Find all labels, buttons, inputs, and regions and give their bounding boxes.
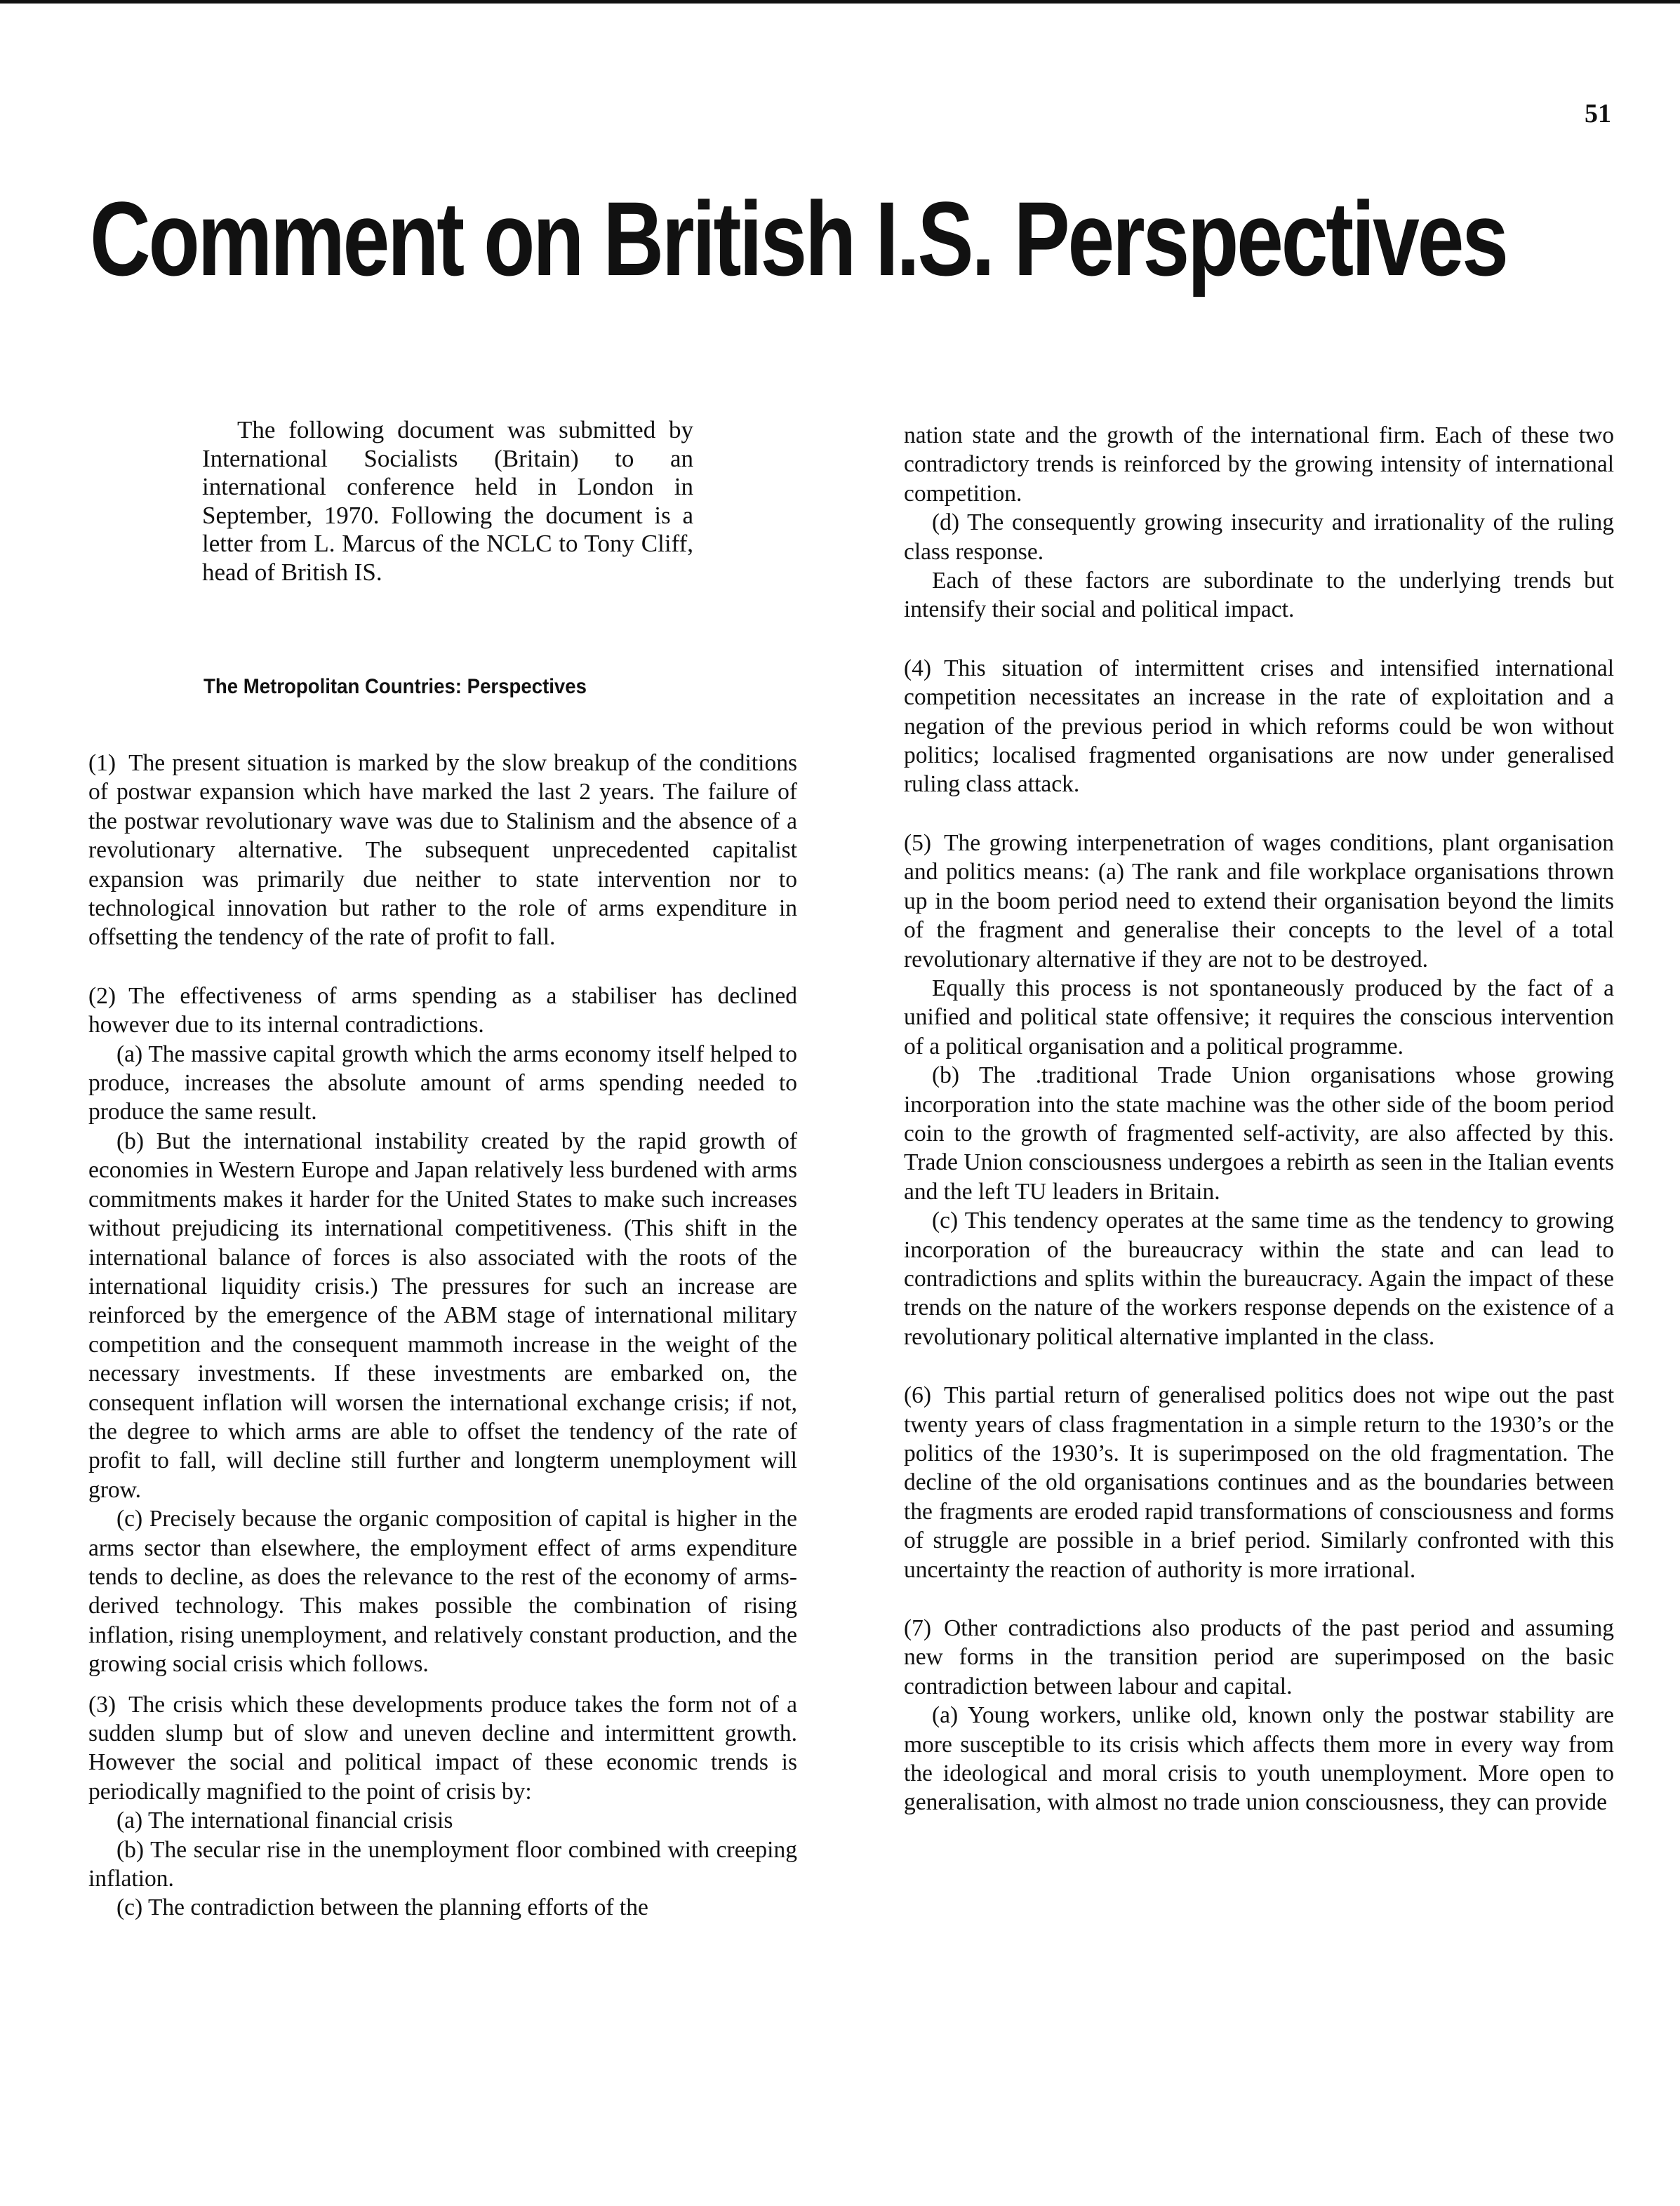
paragraph-number: (5) [904, 829, 932, 856]
paragraph-text: The effectiveness of arms spending as a stabiliser has declined however due to its internal contradictions. [88, 982, 797, 1038]
paragraph-3 [88, 1690, 797, 1807]
page-number: 51 [1585, 99, 1611, 128]
paragraph-text: The crisis which these developments produce takes the form not of a sudden slump but of slow and uneven decline and intermittent growth. However the social and political impact of these economic trends is periodically magnified to the point of crisis by: [88, 1691, 797, 1805]
paragraph-number: (2) [88, 982, 116, 1009]
paragraph-3c-continued: nation state and the growth of the international firm. Each of these two contradictory trends is reinforced by the growing intensity of international competition. [904, 422, 1614, 507]
paragraph-number: (4) [904, 655, 932, 681]
paragraph-2c: (c) Precisely because the organic composition of capital is higher in the arms sector than elsewhere, the employment effect of arms expenditure tends to decline, as does the relevance to the rest of the economy of arms-derived technology. This makes possible the combination of rising inflation, rising unemployment, and relatively constant production, and the growing social crisis which follows. [88, 1506, 797, 1678]
paragraph-text: The growing interpenetration of wages conditions, plant organisation and politics means: (a) The rank and file workplace organisations thrown up in the boom period need to extend their organisation beyond the limits of the fragment and generalise their concepts to the level of a total revolutionary alternative if they are not to be destroyed. [904, 829, 1614, 972]
article-title: Comment on British I.S. Perspectives [90, 180, 1507, 298]
paragraph-2a: (a) The massive capital growth which the arms economy itself helped to produce, increases the absolute amount of arms spending needed to produce the same result. [88, 1041, 797, 1125]
paragraph-3c-start: (c) The contradiction between the planning efforts of the [116, 1894, 648, 1921]
right-column [904, 421, 1614, 1817]
paragraph-number: (6) [904, 1382, 932, 1409]
intro-note [202, 416, 693, 587]
paragraph-2b: (b) But the international instability created by the rapid growth of economies in Western Europe and Japan relatively less burdened with arms commitments makes it harder for the United States to make such increases without prejudicing its international competitiveness. (This shift in the international balance of forces is also associated with the roots of the international liquidity crisis.) The pressures for such an increase are reinforced by the emergence of the ABM stage of international military competition and the consequent mammoth increase in the weight of the necessary investments. If these investments are embarked on, the consequent inflation will worsen the international exchange crisis; if not, the degree to which arms are able to offset the tendency of the rate of profit to fall, will decline still further and longterm unemployment will grow. [88, 1128, 797, 1503]
paragraph-3-closing: Each of these factors are subordinate to the underlying trends but intensify their social and political impact. [904, 568, 1614, 623]
paragraph-5-equally: Equally this process is not spontaneously produced by the fact of a unified and political state offensive; it requires the conscious intervention of a political organisation and a political programme. [904, 975, 1614, 1059]
paragraph-5 [904, 829, 1614, 974]
paragraph-4 [904, 654, 1614, 799]
paragraph-text: This partial return of generalised politics does not wipe out the past twenty years of class fragmentation in a simple return to the 1930’s or the politics of the 1930’s. It is superimposed on the old fragmentation. The decline of the old organisations continues and as the boundaries between the fragments are eroded rapid transformations of consciousness and forms of struggle are possible in a brief period. Similarly confronted with this uncertainty the reaction of authority is more irrational. [904, 1382, 1614, 1583]
paragraph-number: (3) [88, 1691, 116, 1718]
paragraph-5b: (b) The .traditional Trade Union organisations whose growing incorporation into the state machine was the other side of the boom period coin to the growth of fragmented self-activity, are also affected by this. Trade Union consciousness undergoes a rebirth as seen in the Italian events and the left TU leaders in Britain. [904, 1062, 1614, 1205]
paragraph-7 [904, 1614, 1614, 1701]
paragraph-3a: (a) The international financial crisis [116, 1807, 453, 1834]
paragraph-7a: (a) Young workers, unlike old, known only the postwar stability are more susceptible to its crisis which affects them more in every way from the ideological and moral crisis to youth unemployment. More open to generalisation, with almost no trade union consciousness, they can provide [904, 1702, 1614, 1816]
paragraph-5c: (c) This tendency operates at the same time as the tendency to growing incorporation of the bureaucracy within the state and can lead to contradictions and splits within the bureaucracy. Again the impact of these trends on the nature of the workers response depends on the existence of a revolutionary political alternative implanted in the class. [904, 1208, 1614, 1350]
paragraph-6 [904, 1381, 1614, 1584]
paragraph-2 [88, 982, 797, 1040]
left-column [88, 749, 797, 1923]
paragraph-3d: (d) The consequently growing insecurity and irrationality of the ruling class response. [904, 509, 1614, 565]
paragraph-number: (1) [88, 750, 116, 776]
paragraph-text: This situation of intermittent crises and intensified international competition necessitates an increase in the rate of exploitation and a negation of the previous period in which reforms could be won without politics; localised fragmented organisations are now under generalised ruling class attack. [904, 655, 1614, 798]
paragraph-1 [88, 749, 797, 952]
paragraph-text: Other contradictions also products of the past period and assuming new forms in the transition period are superimposed on the basic contradiction between labour and capital. [904, 1615, 1614, 1699]
paragraph-number: (7) [904, 1615, 932, 1642]
intro-text: The following document was submitted by International Socialists (Britain) to an international conference held in London in September, 1970. Following the document is a letter from L. Marcus of the NCLC to Tony Cliff, head of British IS. [202, 416, 693, 586]
section-heading: The Metropolitan Countries: Perspectives [204, 675, 587, 698]
top-border-rule [0, 0, 1680, 4]
paragraph-text: The present situation is marked by the slow breakup of the conditions of postwar expansion which have marked the last 2 years. The failure of the postwar revolutionary wave was due to Stalinism and the absence of a revolutionary alternative. The subsequent unprecedented capitalist expansion was primarily due neither to state intervention nor to technological innovation but rather to the role of arms expenditure in offsetting the tendency of the rate of profit to fall. [88, 750, 797, 951]
paragraph-3b: (b) The secular rise in the unemployment floor combined with creeping inflation. [88, 1836, 797, 1892]
